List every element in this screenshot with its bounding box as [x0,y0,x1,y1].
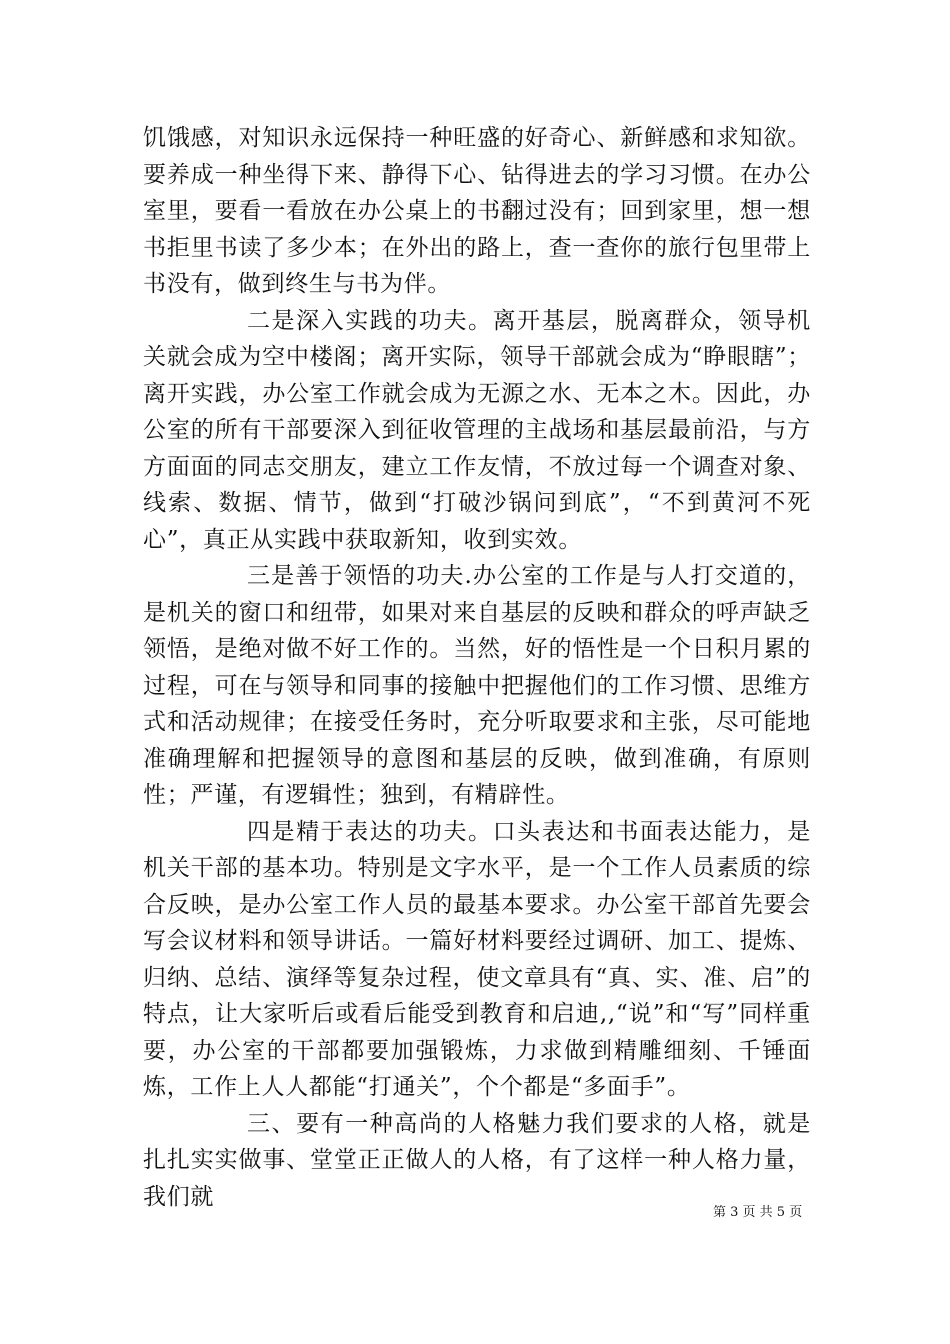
paragraph-deep-practice: 二是深入实践的功夫。离开基层，脱离群众，领导机关就会成为空中楼阁；离开实际，领导干部就会成为“睁眼瞎”；离开实践，办公室工作就会成为无源之水、无本之木。因此，办公室的所有干部要深入到征收管理的主战场和基层最前沿，与方方面面的同志交朋友，建立工作友情，不放过每一个调查对象、线索、数据、情节，做到“打破沙锅问到底”，“不到黄河不死心”，真正从实践中获取新知，收到实效。 [143,307,811,553]
paragraph-noble-character: 三、要有一种高尚的人格魅力我们要求的人格，就是扎扎实实做事、堂堂正正做人的人格，有了这样一种人格力量，我们就 [143,1110,811,1210]
document-body [143,120,811,1215]
paragraph-continuation: 饥饿感，对知识永远保持一种旺盛的好奇心、新鲜感和求知欲。要养成一种坐得下来、静得下心、钻得进去的学习习惯。在办公室里，要看一看放在办公桌上的书翻过没有；回到家里，想一想书拒里书读了多少本；在外出的路上，查一查你的旅行包里带上书没有，做到终生与书为伴。 [143,125,811,297]
paragraph-expression: 四是精于表达的功夫。口头表达和书面表达能力，是机关干部的基本功。特别是文字水平，是一个工作人员素质的综合反映，是办公室工作人员的最基本要求。办公室干部首先要会写会议材料和领导讲话。一篇好材料要经过调研、加工、提炼、归纳、总结、演绎等复杂过程，使文章具有“真、实、准、启”的特点，让大家听后或看后能受到教育和启迪,,“说”和“写”同样重要，办公室的干部都要加强锻炼，力求做到精雕细刻、千锤面炼，工作上人人都能“打通关”，个个都是“多面手”。 [143,818,811,1100]
page-number: 第 3 页 共 5 页 [713,1205,803,1220]
paragraph-comprehension: 三是善于领悟的功夫.办公室的工作是与人打交道的，是机关的窗口和纽带，如果对来自基层的反映和群众的呼声缺乏领悟，是绝对做不好工作的。当然，好的悟性是一个日积月累的过程，可在与领导和同事的接触中把握他们的工作习惯、思维方式和活动规律；在接受任务时，充分听取要求和主张，尽可能地准确理解和把握领导的意图和基层的反映，做到准确，有原则性；严谨，有逻辑性；独到，有精辟性。 [143,563,811,808]
